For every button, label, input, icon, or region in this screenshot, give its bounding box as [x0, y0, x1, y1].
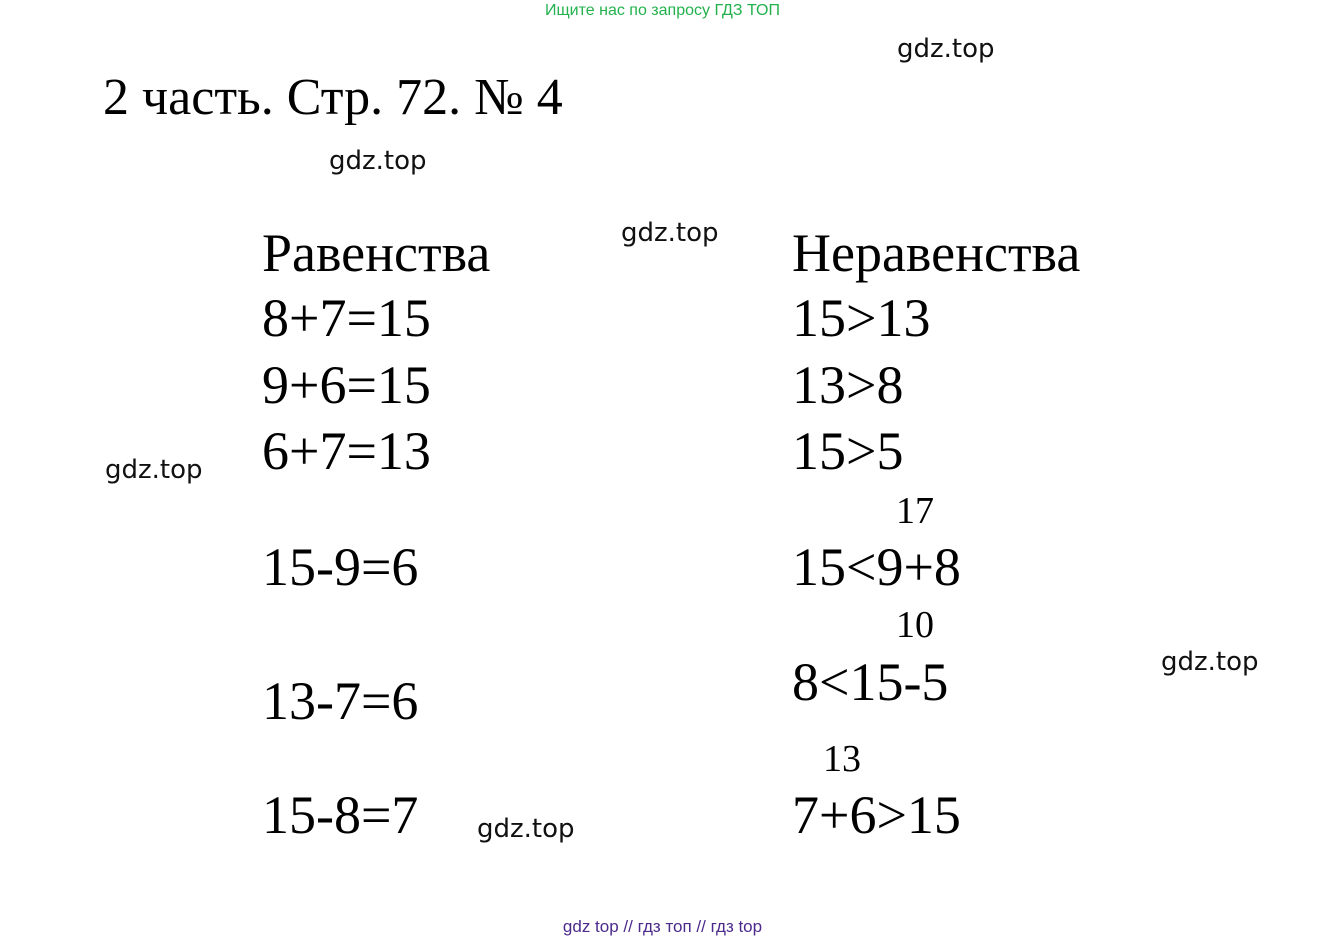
equalities-heading: Равенства	[262, 223, 491, 283]
equality-item: 15-9=6	[262, 537, 419, 597]
calculation-note: 17	[896, 490, 934, 532]
footer-links: gdz top // гдз топ // гдз top	[562, 917, 763, 936]
watermark: gdz.top	[105, 455, 203, 485]
equality-item: 6+7=13	[262, 421, 431, 481]
inequality-item: 8<15-5	[792, 652, 949, 712]
watermark: gdz.top	[329, 146, 427, 176]
equality-item: 8+7=15	[262, 288, 431, 348]
equality-item: 13-7=6	[262, 671, 419, 731]
inequality-item: 7+6>15	[792, 785, 961, 845]
inequality-item: 15>5	[792, 421, 904, 481]
watermark: gdz.top	[897, 34, 995, 64]
inequality-item: 13>8	[792, 355, 904, 415]
top-banner: Ищите нас по запросу ГДЗ ТОП	[545, 2, 780, 19]
calculation-note: 10	[896, 604, 934, 646]
equality-item: 9+6=15	[262, 355, 431, 415]
inequality-item: 15<9+8	[792, 537, 961, 597]
inequalities-heading: Неравенства	[792, 223, 1081, 283]
calculation-note: 13	[823, 738, 861, 780]
watermark: gdz.top	[621, 218, 719, 248]
watermark: gdz.top	[477, 814, 575, 844]
page-title: 2 часть. Стр. 72. № 4	[103, 69, 563, 126]
inequality-item: 15>13	[792, 288, 931, 348]
equality-item: 15-8=7	[262, 785, 419, 845]
watermark: gdz.top	[1161, 647, 1259, 677]
